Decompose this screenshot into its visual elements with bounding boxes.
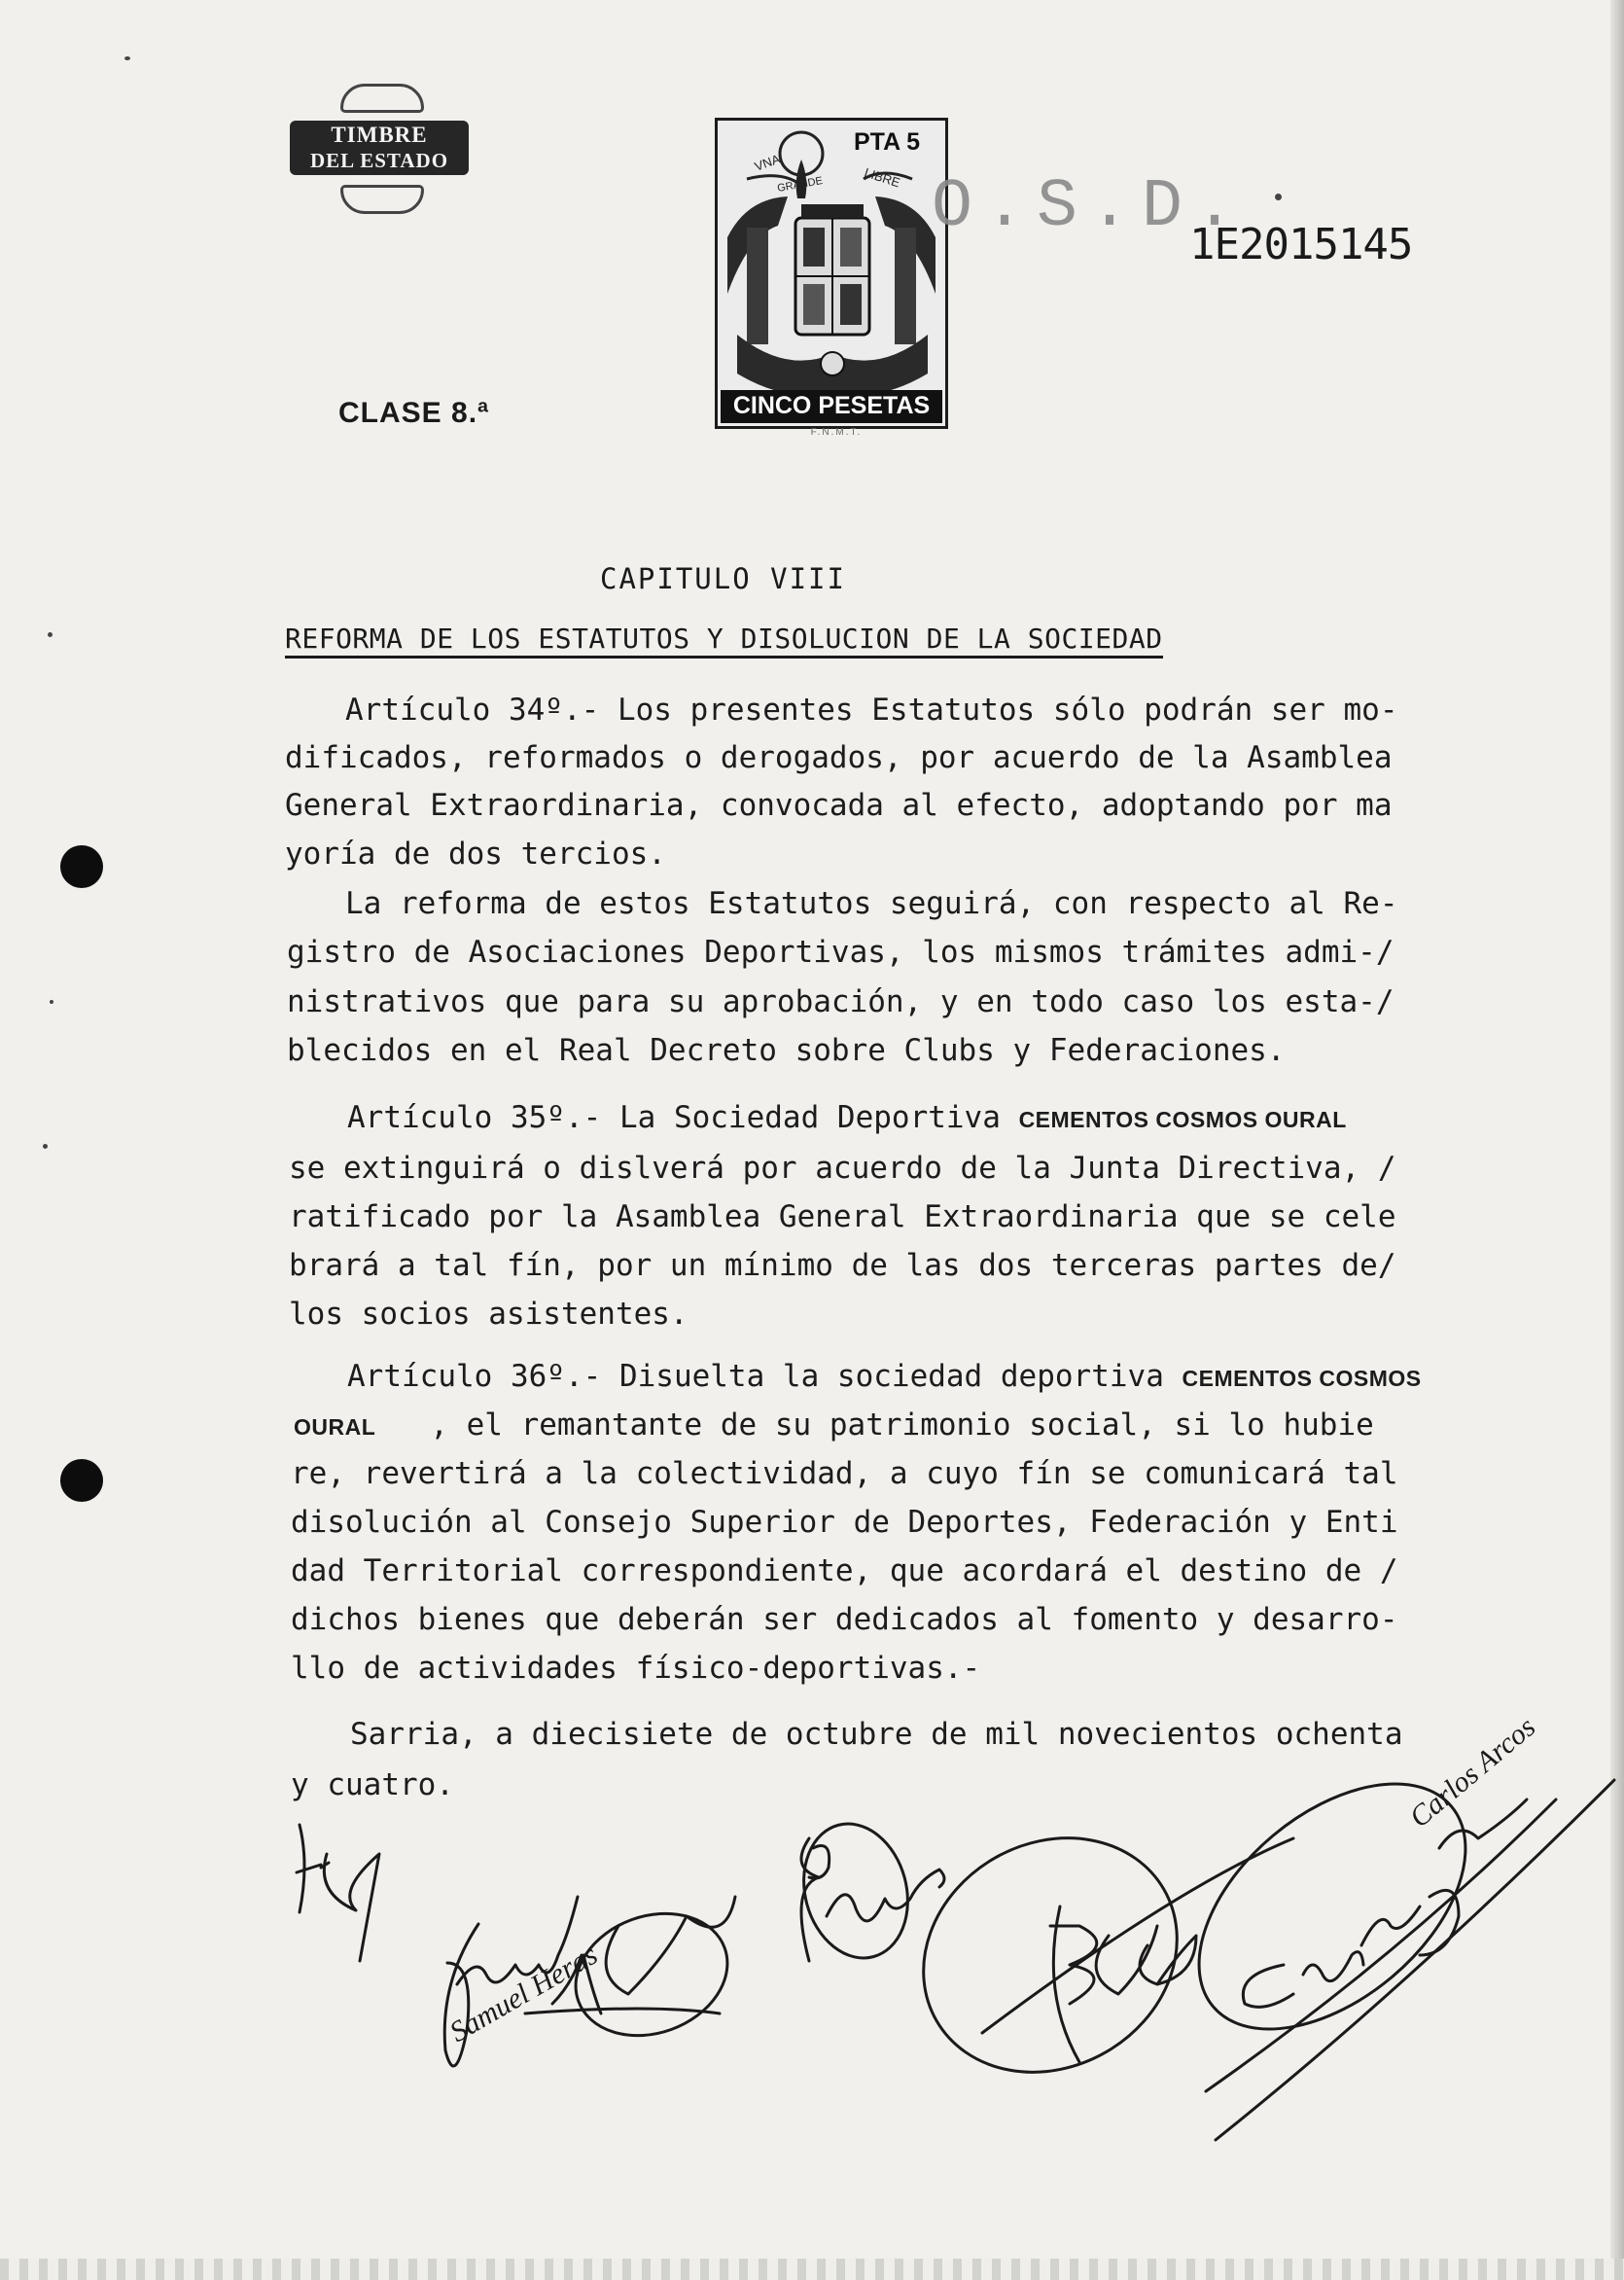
article-35-line: brará a tal fín, por un mínimo de las dos terceras partes de/ <box>289 1248 1396 1283</box>
signature-5 <box>1153 1735 1614 2140</box>
stamp-value: PTA 5 <box>854 128 921 156</box>
article-36-intro: Artículo 36º.- Disuelta la sociedad deportiva <box>347 1359 1183 1394</box>
article-35-line: ratificado por la Asamblea General Extraordinaria que se cele <box>289 1199 1396 1234</box>
article-34-line: blecidos en el Real Decreto sobre Clubs y Federaciones. <box>287 1033 1286 1068</box>
section-heading: REFORMA DE LOS ESTATUTOS Y DISOLUCION DE LA SOCIEDAD <box>285 623 1163 659</box>
signature-4 <box>881 1793 1293 2118</box>
article-34-line: La reforma de estos Estatutos seguirá, con respecto al Re- <box>345 886 1398 921</box>
club-name: CEMENTOS COSMOS OURAL <box>1018 1107 1347 1132</box>
article-34-line: nistrativos que para su aprobación, y en todo caso los esta-/ <box>287 984 1395 1019</box>
banner-word-vna: VNA <box>752 151 783 174</box>
signature-1 <box>297 1825 379 1961</box>
stamp-mint-mark: F.N.M.T. <box>810 427 863 438</box>
article-35-line: los socios asistentes. <box>289 1297 688 1332</box>
club-name: CEMENTOS COSMOS <box>1182 1366 1422 1391</box>
article-34-line: General Extraordinaria, convocada al efecto, adoptando por ma <box>285 788 1393 823</box>
overprint-mark: O.S.D. <box>932 169 1248 246</box>
timbre-line-1: TIMBRE <box>331 123 428 147</box>
article-35-line: se extinguirá o dislverá por acuerdo de la Junta Directiva, / <box>289 1151 1396 1186</box>
paper-class: CLASE 8.ª <box>338 397 490 429</box>
article-34-line: Artículo 34º.- Los presentes Estatutos sólo podrán ser mo- <box>345 693 1398 728</box>
article-36-continuation: , el remantante de su patrimonio social, si lo hubie <box>375 1407 1374 1443</box>
signature-3 <box>790 1812 944 1970</box>
article-36-line: disolución al Consejo Superior de Deportes, Federación y Enti <box>291 1505 1398 1540</box>
article-35-intro: Artículo 35º.- La Sociedad Deportiva <box>347 1100 1019 1135</box>
article-36-line: re, revertirá a la colectividad, a cuyo fín se comunicará tal <box>291 1456 1398 1491</box>
serial-number: 1E2015145 <box>1189 220 1413 269</box>
article-34-line: yoría de dos tercios. <box>285 837 666 872</box>
club-name: OURAL <box>294 1414 376 1440</box>
signature-5-text: Carlos Arcos <box>1403 1710 1542 1835</box>
article-36-line: dad Territorial correspondiente, que acordará el destino de / <box>291 1553 1398 1588</box>
article-36-line: dichos bienes que deberán ser dedicados al fomento y desarro- <box>291 1602 1398 1637</box>
signature-2-text: Samuel Heras <box>444 1938 603 2049</box>
closing-line: y cuatro. <box>291 1767 454 1802</box>
banner-word-libre: LIBRE <box>863 164 902 191</box>
closing-line: Sarria, a diecisiete de octubre de mil novecientos ochenta <box>350 1717 1403 1752</box>
chapter-title: CAPITULO VIII <box>600 562 846 595</box>
article-34-line: gistro de Asociaciones Deportivas, los mismos trámites admi-/ <box>287 935 1395 970</box>
article-34-line: dificados, reformados o derogados, por acuerdo de la Asamblea <box>285 740 1393 775</box>
stamp-label: CINCO PESETAS <box>732 392 931 419</box>
signature-2 <box>444 1893 744 2066</box>
banner-word-grande: GRANDE <box>776 174 824 195</box>
article-36-line: llo de actividades físico-deportivas.- <box>291 1651 981 1686</box>
timbre-line-2: DEL ESTADO <box>309 149 449 172</box>
